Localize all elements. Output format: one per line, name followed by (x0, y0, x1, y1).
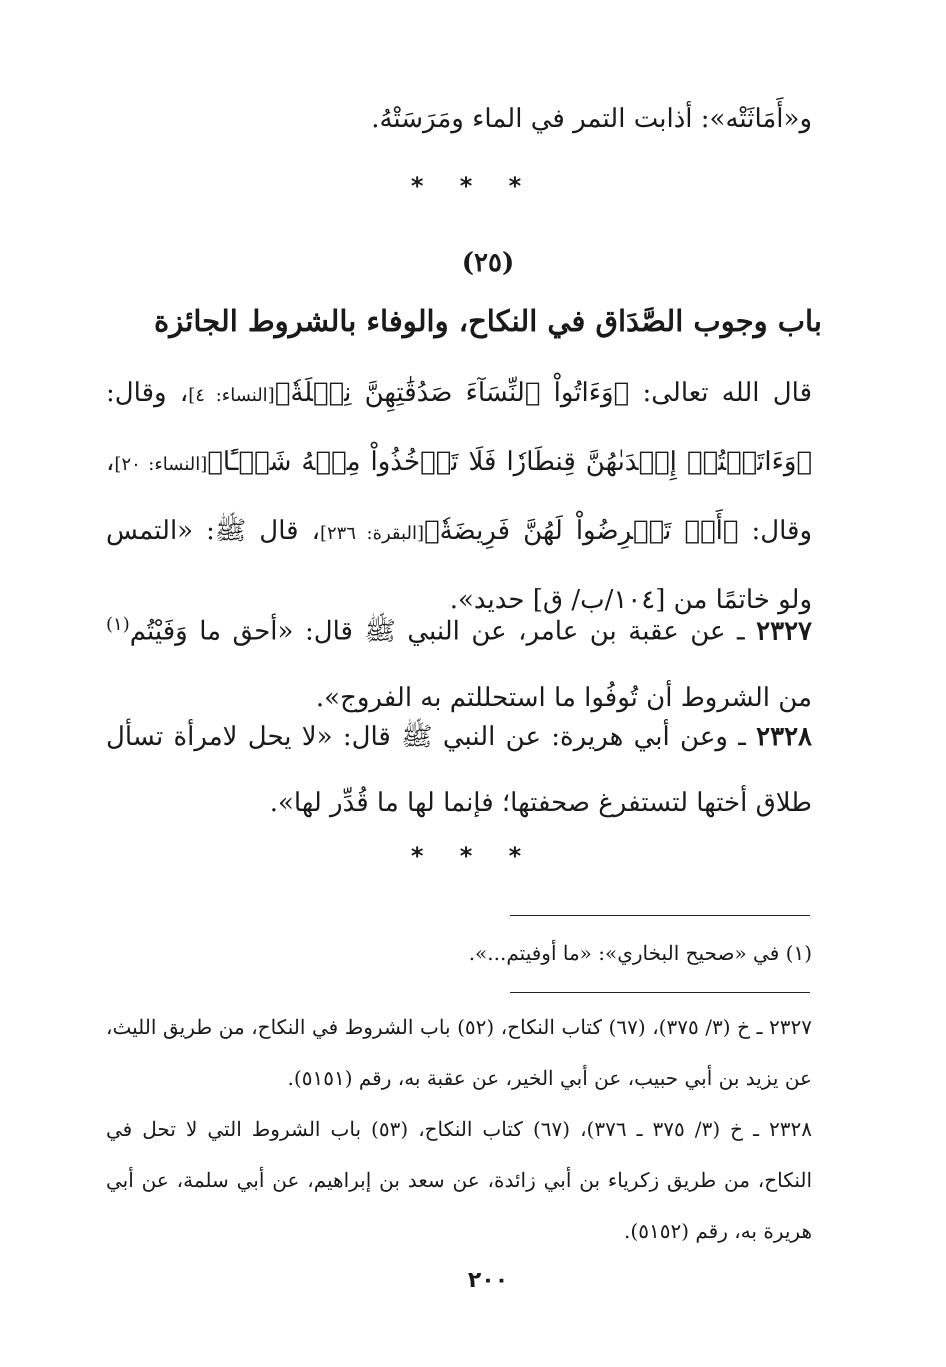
section-separator-top: * * * (410, 172, 536, 200)
intro-text-4: ، قال ﷺ: «التمس ولو خاتمًا من [١٠٤/ب/ ق] حديد». (106, 516, 812, 615)
page-number: ٢٠٠ (467, 1268, 509, 1293)
hadith-text-continued: من الشروط أن تُوفُوا ما استحللتم به الفروج». (315, 682, 812, 713)
intro-text-1: قال الله تعالى: (629, 378, 813, 408)
hadith-number: ٢٣٢٧ (756, 616, 812, 647)
section-separator-bottom: * * * (410, 842, 536, 870)
verse-reference-2: [النساء: ٢٠] (114, 454, 208, 475)
hadith-2328 (106, 704, 812, 836)
takhrij-2328: ٢٣٢٨ ـ خ (٣/ ٣٧٥ ـ ٣٧٦)، (٦٧) كتاب النكاح، (٥٣) باب الشروط التي لا تحل في النكاح، من طريق زكرياء بن أبي زائدة، عن سعد بن إبراهيم، عن أبي سلمة، عن أبي هريرة به، رقم (٥١٥٢). (106, 1117, 812, 1243)
footnote: (١) في «صحيح البخاري»: «ما أوفيتم...». (468, 941, 812, 965)
chapter-number: (٢٥) (461, 248, 515, 278)
hadith-number: ٢٣٢٨ (756, 722, 812, 752)
top-paragraph: و«أَمَاثَتْه»: أذابت التمر في الماء ومَرَسَتْهُ. (371, 104, 812, 134)
verse-reference-1: [النساء: ٤] (188, 385, 275, 406)
quran-verse-2: ﴿وَءَاتَيۡتُمۡ إِحۡدَىٰهُنَّ قِنطَارٗا فَلَا تَأۡخُذُواْ مِنۡهُ شَيۡـًٔا﴾ (207, 447, 813, 477)
takhrij-2327: ٢٣٢٧ ـ خ (٣/ ٣٧٥)، (٦٧) كتاب النكاح، (٥٢) باب الشروط في النكاح، من طريق الليث، عن يزيد بن أبي حبيب، عن أبي الخير، عن عقبة به، رقم (٥١٥١). (106, 1015, 812, 1090)
takhrij-rule (510, 992, 810, 993)
quran-verse-3: ﴿أَوۡ تَفۡرِضُواْ لَهُنَّ فَرِيضَةٗ﴾ (423, 516, 739, 546)
footnote-marker: (١) (106, 614, 130, 635)
verse-reference-3: [البقرة: ٢٣٦] (319, 523, 424, 544)
footnote-rule (510, 915, 810, 916)
quran-verse-1: ﴿وَءَاتُواْ ٱلنِّسَآءَ صَدُقَٰتِهِنَّ نِحۡلَةٗ﴾ (274, 378, 630, 408)
intro-text-2: ، وقال: (106, 378, 189, 408)
hadith-text: ـ وعن أبي هريرة: عن النبي ﷺ قال: «لا يحل لامرأة تسأل طلاق أختها لتستفرغ صحفتها؛ فإنما لها ما قُدِّر لها». (106, 722, 812, 818)
chapter-title: باب وجوب الصَّدَاق في النكاح، والوفاء بالشروط الجائزة (154, 304, 822, 338)
intro-text-3: ، وقال: (106, 447, 813, 546)
hadith-text: ـ عن عقبة بن عامر، عن النبي ﷺ قال: «أحق ما وَفَيْتُم (129, 616, 757, 647)
